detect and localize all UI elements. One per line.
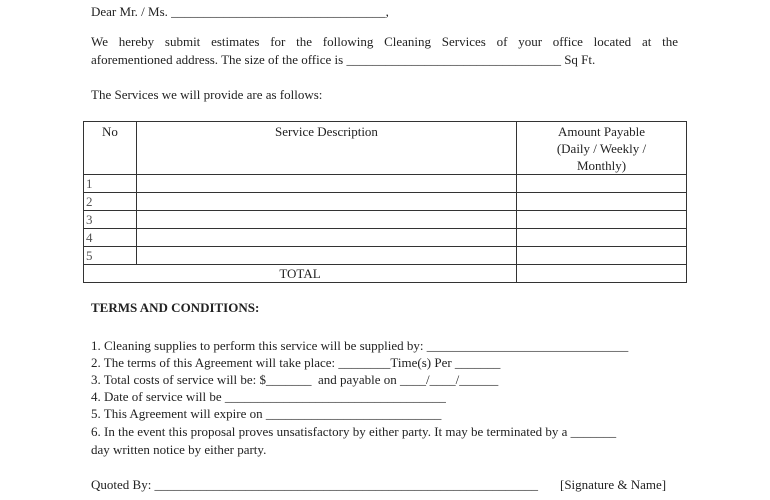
table-row	[84, 175, 687, 193]
table-row	[84, 211, 687, 229]
amount-cell[interactable]	[517, 229, 687, 247]
term-item-continuation: day written notice by either party.	[91, 442, 267, 457]
total-row	[84, 265, 687, 283]
header-no: No	[84, 122, 137, 175]
term-item: 5. This Agreement will expire on ___________________________	[91, 406, 442, 421]
amount-cell[interactable]	[517, 175, 687, 193]
intro-paragraph	[91, 33, 678, 69]
total-label: TOTAL	[84, 265, 517, 283]
row-number: 3	[84, 211, 137, 229]
row-number: 2	[84, 193, 137, 211]
quoted-by-line: Quoted By: ___________________________________________________________	[91, 477, 539, 492]
header-amount-line-2: (Daily / Weekly /	[556, 141, 647, 156]
table-row	[84, 247, 687, 265]
amount-cell[interactable]	[517, 247, 687, 265]
row-number: 5	[84, 247, 137, 265]
services-intro: The Services we will provide are as follows:	[91, 87, 323, 102]
header-description: Service Description	[137, 122, 517, 175]
greeting-line: Dear Mr. / Ms. _________________________________,	[91, 4, 389, 19]
services-table	[83, 121, 687, 283]
description-cell[interactable]	[137, 193, 517, 211]
terms-heading: TERMS AND CONDITIONS:	[91, 300, 260, 315]
term-item: 1. Cleaning supplies to perform this service will be supplied by: _______________________________	[91, 338, 629, 353]
total-amount-cell[interactable]	[517, 265, 687, 283]
header-amount-line-1: Amount Payable	[557, 124, 645, 139]
amount-cell[interactable]	[517, 211, 687, 229]
intro-line-2: aforementioned address. The size of the office is _________________________________ Sq Ft.	[91, 52, 596, 67]
description-cell[interactable]	[137, 229, 517, 247]
row-number: 4	[84, 229, 137, 247]
term-item: 6. In the event this proposal proves unsatisfactory by either party. It may be terminated by a _______	[91, 424, 617, 439]
description-cell[interactable]	[137, 211, 517, 229]
amount-cell[interactable]	[517, 193, 687, 211]
term-item: 3. Total costs of service will be: $_______ and payable on ____/____/______	[91, 372, 499, 387]
table-header-row	[84, 122, 687, 175]
signature-name-label: [Signature & Name]	[560, 477, 667, 492]
table-row	[84, 229, 687, 247]
row-number: 1	[84, 175, 137, 193]
term-item: 4. Date of service will be __________________________________	[91, 389, 446, 404]
header-amount	[517, 122, 687, 175]
table-row	[84, 193, 687, 211]
description-cell[interactable]	[137, 175, 517, 193]
description-cell[interactable]	[137, 247, 517, 265]
intro-line-1: We hereby submit estimates for the following Cleaning Services of your office located at the	[91, 34, 678, 49]
term-item: 2. The terms of this Agreement will take place: ________Time(s) Per _______	[91, 355, 501, 370]
header-amount-line-3: Monthly)	[576, 158, 627, 173]
